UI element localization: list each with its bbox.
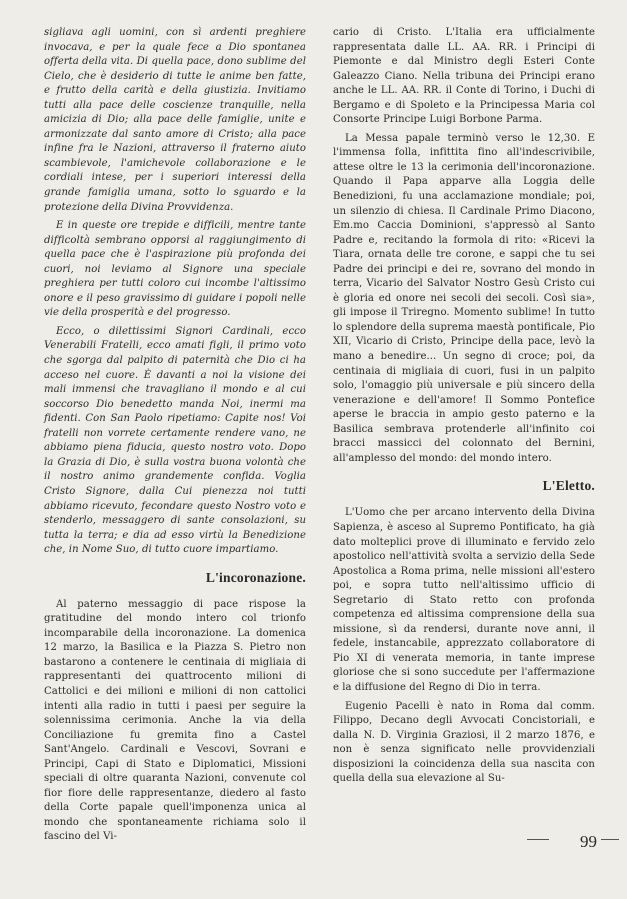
right-column — [333, 26, 595, 791]
footer-rule-right — [601, 839, 619, 840]
body-paragraph: La Messa papale terminò verso le 12,30. E l'immensa folla, infittita fino all'indescrivibile, attese oltre le 13 la cerimonia dell'incoronazione. Quando il Papa apparve alla Loggia delle Benedizioni, fu una acclamazione mondiale; poi, un silenzio di chiesa. Il Cardinale Primo Diacono, Em.mo Caccia Dominioni, s'appressò al Santo Padre e, recitando la formola di rito: «Ricevi la Tiara, ornata delle tre corone, e sappi che tu sei Padre dei principi e dei re, sovrano del mondo in terra, Vicario del Salvator Nostro Gesù Cristo cui è gloria ed onore nei secoli dei secoli. Così sia», gli impose il Triregno. Momento sublime! In tutto lo splendore della suprema maestà pontificale, Pio XII, Vicario di Cristo, Principe della pace, levò la mano a benedire... Un segno di croce; poi, da centinaia di migliaia di cuori, fusi in un palpito solo, l'omaggio più universale e più sincero della venerazione e dell'amore! Il Sommo Pontefice aperse le braccia in ampio gesto paterno e la Basilica sembrava protenderle all'infinito coi bracci massicci del colonnato del Bernini, all'amplesso del mondo: del mondo intero. — [333, 132, 595, 464]
footer-rule-left — [527, 839, 549, 840]
body-paragraph: L'Uomo che per arcano intervento della Divina Sapienza, è asceso al Supremo Pontificato, ha già dato molteplici prove di illuminato e fervido zelo apostolico nell'attività svolta a servizio della Sede Apostolica a Roma prima, nelle missioni all'estero poi, e sopra tutto nell'altissimo ufficio di Segretario di Stato retto con profonda competenza ed altissima comprensione della sua missione, sì da rendersi, durante nove anni, il fedele, instancabile, apprezzato collaboratore di Pio XI di venerata memoria, in tante imprese gloriose che si sono succedute per l'affermazione e la diffusione del Regno di Dio in terra. — [333, 507, 595, 693]
quote-paragraph: E in queste ore trepide e difficili, mentre tante difficoltà sembrano opporsi al raggiungimento di quella pace che è l'aspirazione più profonda dei cuori, noi leviamo al Signore una speciale preghiera per tutti coloro cui incombe l'altissimo onore e il peso gravissimo di guidare i popoli nelle vie della prosperità e del progresso. — [44, 220, 306, 319]
left-column — [44, 26, 306, 849]
quote-paragraph: Ecco, o dilettissimi Signori Cardinali, ecco Venerabili Fratelli, ecco amati figli, il primo voto che sgorga dal palpito di paternità che Dio ci ha acceso nel cuore. È davanti a noi la visione dei mali immensi che travagliano il mondo e al cui soccorso Dio benedetto manda Noi, inermi ma fidenti. Con San Paolo ripetiamo: Capite nos! Voi fratelli non vorrete certamente rendere vano, ne abbiamo piena fiducia, questo nostro voto. Dopo la Grazia di Dio, è sulla vostra buona volontà che il nostro animo grandemente confida. Voglia Cristo Signore, dalla Cui pienezza noi tutti abbiamo ricevuto, fecondare questo Nostro voto e stenderlo, messaggero di sante consolazioni, su tutta la terra; e dia ad esso virtù la Benedizione che, in Nome Suo, di tutto cuore impartiamo. — [44, 325, 306, 556]
body-paragraph: cario di Cristo. L'Italia era ufficialmente rappresentata dalle LL. AA. RR. i Principi di Piemonte e dal Ministro degli Esteri Conte Galeazzo Ciano. Nella tribuna dei Principi erano anche le LL. AA. RR. il Conte di Torino, i Duchi di Bergamo e di Spoleto e la Principessa Maria col Consorte Principe Luigi Borbone Parma. — [333, 27, 595, 126]
body-paragraph: Eugenio Pacelli è nato in Roma dal comm. Filippo, Decano degli Avvocati Concistoriali, e dalla N. D. Virginia Graziosi, il 2 marzo 1876, e non è senza significato nelle provvidenziali disposizioni la coincidenza della sua nascita con quella della sua elevazione al Su- — [333, 700, 595, 785]
page-number: 99 — [580, 832, 597, 851]
body-paragraph: Al paterno messaggio di pace rispose la gratitudine del mondo intero col trionfo incomparabile della incoronazione. La domenica 12 marzo, la Basilica e la Piazza S. Pietro non bastarono a contenere le centinaia di migliaia di rappresentanti dei quattrocento milioni di Cattolici e dei milioni e milioni di non cattolici intenti alla radio in tutti i paesi per seguire la solennissima cerimonia. Anche la via della Conciliazione fu gremita fino a Castel Sant'Angelo. Cardinali e Vescovi, Sovrani e Principi, Capi di Stato e Diplomatici, Missioni speciali di oltre quaranta Nazioni, convenute col fior fiore delle rappresentanze, diedero al fasto della Corte papale quell'imponenza unica al mondo che spontaneamente richiama solo il fascino del Vi- — [44, 598, 306, 843]
quote-paragraph: sigliava agli uomini, con sì ardenti preghiere invocava, e per la quale fece a Dio spontanea offerta della vita. Di quella pace, dono sublime del Cielo, che è desiderio di tutte le anime ben fatte, e frutto della carità e della giustizia. Invitiamo tutti alla pace delle coscienze tranquille, nella amicizia di Dio; alla pace delle famiglie, unite e armonizzate dal santo amore di Cristo; alla pace infine fra le Nazioni, attraverso il fraterno aiuto scambievole, l'amichevole collaborazione e le cordiali intese, per i superiori interessi della grande famiglia umana, sotto lo sguardo e la protezione della Divina Provvidenza. — [44, 27, 306, 213]
section-heading-eletto: L'Eletto. — [542, 478, 595, 494]
section-heading-incoronazione: L'incoronazione. — [205, 569, 306, 585]
